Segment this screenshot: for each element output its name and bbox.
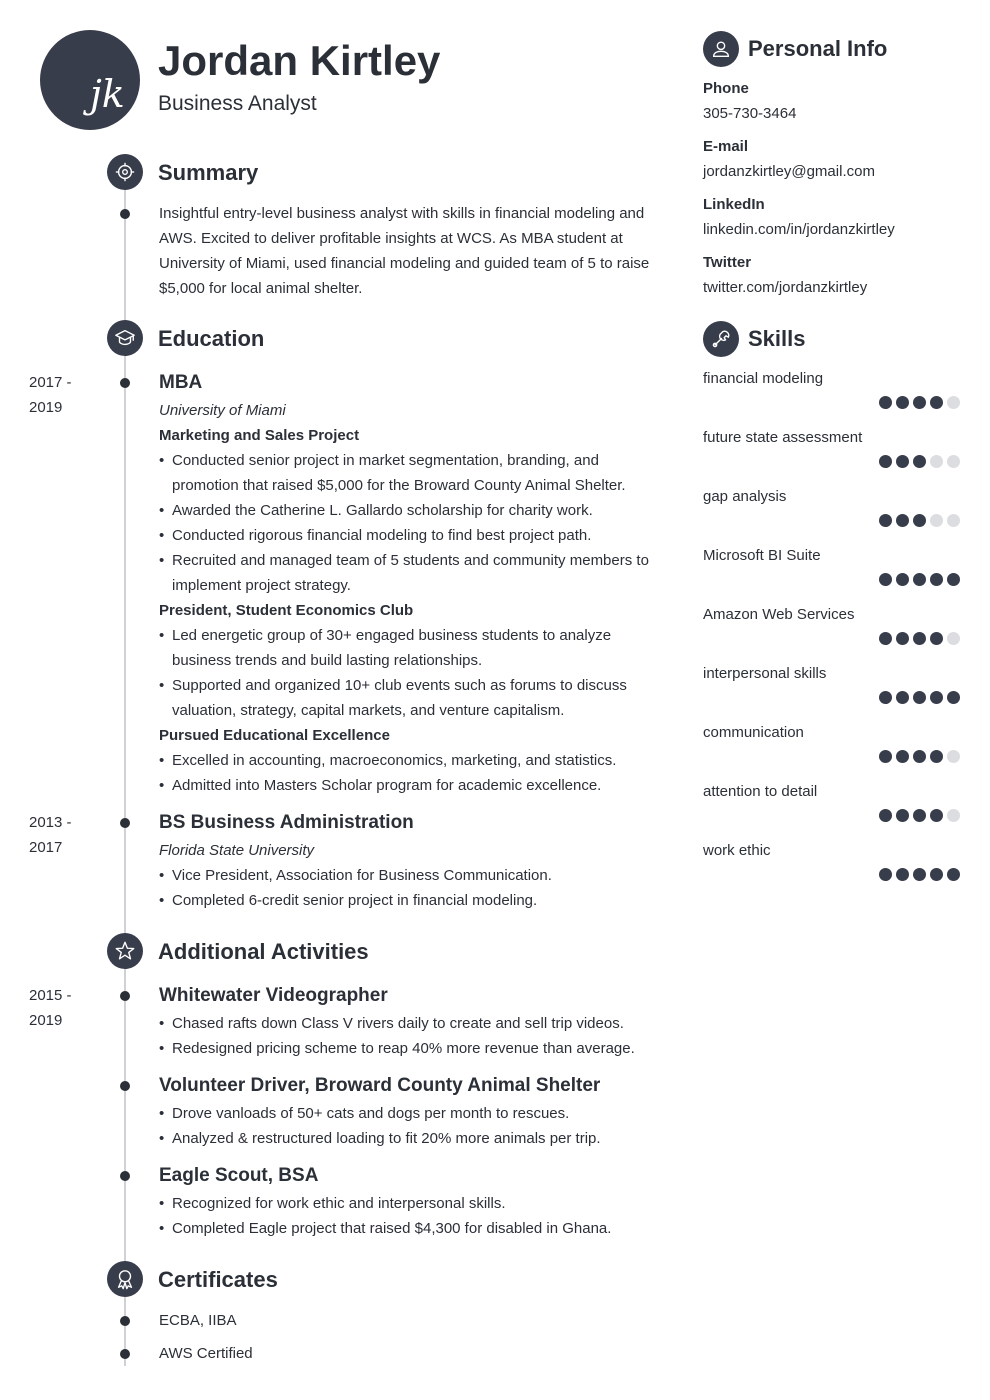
rating-dot-filled [913,750,926,763]
rating-dot-empty [947,750,960,763]
rating-dot-empty [930,455,943,468]
date-end: 2019 [29,399,63,416]
rating-dot-filled [896,455,909,468]
bullet-item: • Analyzed & restructured loading to fit 20% more animals per trip. [159,1126,664,1151]
rating-dot-filled [896,573,909,586]
bullet-item: • Awarded the Catherine L. Gallardo scholarship for charity work. [159,498,664,523]
timeline-dot [120,378,130,388]
rating-dot-empty [947,632,960,645]
skill-rating [879,809,960,822]
date-range-mba [29,370,89,420]
rating-dot-filled [913,573,926,586]
date-range-bs [29,810,89,860]
school-name: University of Miami [159,402,286,419]
rating-dot-filled [896,868,909,881]
timeline-dot [120,818,130,828]
skill-rating [879,632,960,645]
skill-item [703,663,960,713]
section-title-education: Education [158,326,265,351]
date-start: 2015 - [29,987,72,1004]
rating-dot-filled [879,455,892,468]
rating-dot-filled [896,809,909,822]
rating-dot-filled [896,750,909,763]
bullet-list [159,1101,664,1151]
skill-name: gap analysis [703,488,787,505]
bullet-list [159,1191,664,1241]
rating-dot-empty [947,455,960,468]
timeline-dot [120,209,130,219]
rating-dot-filled [913,868,926,881]
certificate-item: ECBA, IIBA [159,1312,237,1329]
timeline-dot [120,1171,130,1181]
rating-dot-filled [913,514,926,527]
skill-item [703,545,960,595]
rating-dot-empty [930,514,943,527]
date-range-activities [29,983,89,1033]
bullet-item: • Recruited and managed team of 5 students and community members to implement project strategy. [159,548,664,598]
rating-dot-filled [930,691,943,704]
rating-dot-empty [947,514,960,527]
rating-dot-filled [913,632,926,645]
info-value-twitter: twitter.com/jordanzkirtley [703,279,868,296]
skill-item [703,840,960,890]
bullet-item: • Admitted into Masters Scholar program for academic excellence. [159,773,664,798]
subsection-heading: President, Student Economics Club [159,602,414,619]
school-name: Florida State University [159,842,315,859]
education-entry-mba [159,370,664,798]
skill-item [703,427,960,477]
rating-dot-filled [930,868,943,881]
rating-dot-filled [879,632,892,645]
rating-dot-filled [879,809,892,822]
bullet-item: • Conducted senior project in market segmentation, branding, and promotion that raised $5,000 for the Broward County Animal Shelter. [159,448,664,498]
rating-dot-filled [947,868,960,881]
award-ribbon-icon [107,1261,143,1297]
timeline-dot [120,1349,130,1359]
rating-dot-filled [896,396,909,409]
timeline-dot [120,1316,130,1326]
certificate-item: AWS Certified [159,1345,253,1362]
activity-entry [159,1073,664,1151]
bullet-item: • Redesigned pricing scheme to reap 40% more revenue than average. [159,1036,664,1061]
bullet-item: • Recognized for work ethic and interpersonal skills. [159,1191,664,1216]
skill-rating [879,868,960,881]
date-end: 2019 [29,1012,63,1029]
activity-entry [159,983,664,1061]
rating-dot-filled [913,396,926,409]
skill-item [703,781,960,831]
skill-rating [879,691,960,704]
star-icon [107,933,143,969]
education-entry-bs [159,810,664,913]
rating-dot-filled [879,396,892,409]
bullet-item: • Supported and organized 10+ club events such as forums to discuss valuation, strategy, capital markets, and venture capitalism. [159,673,664,723]
section-title-certificates: Certificates [158,1267,278,1292]
skill-name: Microsoft BI Suite [703,547,821,564]
graduation-cap-icon [107,320,143,356]
bullet-item: • Conducted rigorous financial modeling to find best project path. [159,523,664,548]
rating-dot-empty [947,396,960,409]
info-value-email: jordanzkirtley@gmail.com [703,163,875,180]
skill-name: work ethic [703,842,771,859]
rating-dot-filled [879,514,892,527]
bullet-item: • Drove vanloads of 50+ cats and dogs per month to rescues. [159,1101,664,1126]
candidate-name: Jordan Kirtley [158,37,441,84]
bullet-item: • Chased rafts down Class V rivers daily to create and sell trip videos. [159,1011,664,1036]
bullet-item: • Completed Eagle project that raised $4,300 for disabled in Ghana. [159,1216,664,1241]
monogram-initials: jk [90,72,125,116]
info-label-email: E-mail [703,138,749,155]
timeline-dot [120,1081,130,1091]
timeline-dot [120,991,130,1001]
rating-dot-filled [930,809,943,822]
degree-title: BS Business Administration [159,812,414,833]
info-label-linkedin: LinkedIn [703,196,765,213]
bullet-item: • Completed 6-credit senior project in financial modeling. [159,888,664,913]
rating-dot-filled [913,691,926,704]
skill-name: financial modeling [703,370,824,387]
bullet-list [159,1011,664,1061]
avatar-monogram [40,30,140,130]
rating-dot-filled [896,691,909,704]
skill-item [703,368,960,418]
bullet-item: • Excelled in accounting, macroeconomics, marketing, and statistics. [159,748,664,773]
skill-rating [879,750,960,763]
rating-dot-filled [896,632,909,645]
tools-icon [703,321,739,357]
section-title-skills: Skills [748,326,806,351]
skill-name: future state assessment [703,429,863,446]
rating-dot-empty [947,809,960,822]
rating-dot-filled [879,573,892,586]
bullet-list [159,863,664,913]
date-start: 2017 - [29,374,72,391]
job-title: Business Analyst [158,92,317,115]
skill-item [703,604,960,654]
subsection-heading: Pursued Educational Excellence [159,727,390,744]
rating-dot-filled [930,750,943,763]
skill-name: interpersonal skills [703,665,827,682]
rating-dot-filled [879,691,892,704]
info-value-phone: 305-730-3464 [703,105,797,122]
date-end: 2017 [29,839,63,856]
rating-dot-filled [913,809,926,822]
info-label-twitter: Twitter [703,254,752,271]
degree-title: MBA [159,372,203,393]
info-label-phone: Phone [703,80,749,97]
bullet-list [159,623,664,723]
skill-name: communication [703,724,804,741]
bullet-item: • Led energetic group of 30+ engaged business students to analyze business trends and build lasting relationships. [159,623,664,673]
skill-rating [879,573,960,586]
rating-dot-filled [879,868,892,881]
target-icon [107,154,143,190]
skill-name: Amazon Web Services [703,606,855,623]
activity-title: Whitewater Videographer [159,985,388,1006]
skill-rating [879,514,960,527]
activity-title: Volunteer Driver, Broward County Animal Shelter [159,1075,601,1096]
info-value-linkedin: linkedin.com/in/jordanzkirtley [703,221,895,238]
rating-dot-filled [947,573,960,586]
rating-dot-filled [913,455,926,468]
summary-text: Insightful entry-level business analyst with skills in financial modeling and AWS. Excited to deliver profitable insights at WCS. As MBA student at University of Miami, used financial modeling and guided team of 5 to raise $5,000 for local animal shelter. [159,205,650,297]
date-start: 2013 - [29,814,72,831]
skill-name: attention to detail [703,783,818,800]
skill-item [703,722,960,772]
section-title-personal-info: Personal Info [748,36,888,61]
activity-entry [159,1163,664,1241]
skill-rating [879,455,960,468]
bullet-list [159,748,664,798]
skill-item [703,486,960,536]
section-title-summary: Summary [158,160,259,185]
bullet-list [159,448,664,598]
rating-dot-filled [896,514,909,527]
rating-dot-filled [947,691,960,704]
subsection-heading: Marketing and Sales Project [159,427,360,444]
skill-rating [879,396,960,409]
activity-title: Eagle Scout, BSA [159,1165,319,1186]
bullet-item: • Vice President, Association for Business Communication. [159,863,664,888]
rating-dot-filled [930,573,943,586]
rating-dot-filled [879,750,892,763]
user-icon [703,31,739,67]
rating-dot-filled [930,632,943,645]
section-title-activities: Additional Activities [158,939,369,964]
rating-dot-filled [930,396,943,409]
